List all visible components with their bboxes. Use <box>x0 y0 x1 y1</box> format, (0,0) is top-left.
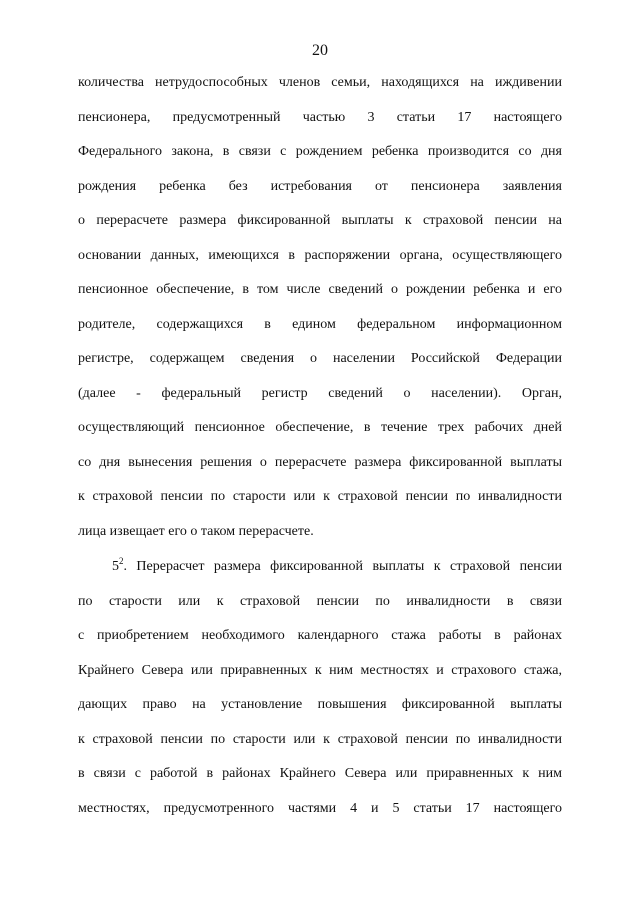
paragraph-number-base: 5 <box>112 559 119 574</box>
text-line: Крайнего Севера или приравненных к ним местностях и страхового стажа, <box>78 662 562 678</box>
text-line: с приобретением необходимого календарного стажа работы в районах <box>78 628 562 643</box>
text-line: родителе, содержащихся в едином федеральном информационном <box>78 316 562 332</box>
text-line: о перерасчете размера фиксированной выплаты к страховой пенсии на <box>78 213 562 228</box>
text-line: (далее - федеральный регистр сведений о населении). Орган, <box>78 385 562 401</box>
text-line: основании данных, имеющихся в распоряжении органа, осуществляющего <box>78 247 562 263</box>
text-line: к страховой пенсии по старости или к страховой пенсии по инвалидности <box>78 731 562 747</box>
paragraph-5-2 <box>78 557 562 833</box>
text-line: регистре, содержащем сведения о населении Российской Федерации <box>78 351 562 366</box>
text-line: Федерального закона, в связи с рождением ребенка производится со дня <box>78 144 562 159</box>
text-line: со дня вынесения решения о перерасчете размера фиксированной выплаты <box>78 454 562 470</box>
text-line: количества нетрудоспособных членов семьи, находящихся на иждивении <box>78 75 562 90</box>
text-line: местностях, предусмотренного частями 4 и 5 статьи 17 настоящего <box>78 800 562 816</box>
text-line: пенсионное обеспечение, в том числе сведений о рождении ребенка и его <box>78 282 562 297</box>
first-line-text: . Перерасчет размера фиксированной выплаты к страховой пенсии <box>123 559 562 574</box>
text-line: осуществляющий пенсионное обеспечение, в течение трех рабочих дней <box>78 420 562 435</box>
paragraph-continued <box>78 73 562 556</box>
paragraph-number <box>112 556 124 574</box>
text-line: лица извещает его о таком перерасчете. <box>78 523 314 539</box>
text-line: по старости или к страховой пенсии по инвалидности в связи <box>78 593 562 609</box>
paragraph-first-line <box>78 557 562 592</box>
page-number: 20 <box>312 42 328 59</box>
text-line: к страховой пенсии по старости или к страховой пенсии по инвалидности <box>78 489 562 504</box>
paragraph-number-superscript: 2 <box>119 556 124 566</box>
text-line: пенсионера, предусмотренный частью 3 статьи 17 настоящего <box>78 109 562 125</box>
text-line: в связи с работой в районах Крайнего Севера или приравненных к ним <box>78 766 562 781</box>
text-line: дающих право на установление повышения фиксированной выплаты <box>78 697 562 712</box>
text-line: рождения ребенка без истребования от пенсионера заявления <box>78 178 562 194</box>
